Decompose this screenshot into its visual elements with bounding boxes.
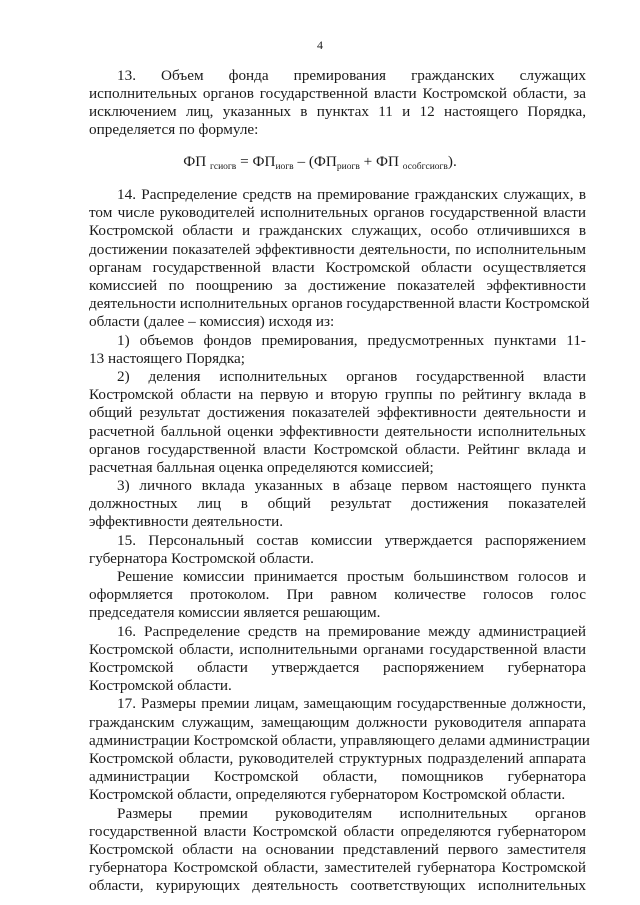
text-line: комиссией по поощрению за достижение показателей эффективности	[89, 277, 586, 294]
text-line: исполнительных органов государственной власти Костромской области, за	[89, 85, 586, 102]
text-line: расчетная балльная оценка определяются комиссией;	[89, 459, 434, 476]
text-line: Костромской области, руководителей структурных подразделений аппарата	[89, 750, 586, 767]
text-line: гражданским служащим, замещающим должности руководителя аппарата	[89, 714, 586, 731]
text-line: 14. Распределение средств на премирование гражданских служащих, в	[117, 186, 586, 203]
text-line: администрации Костромской области, помощников губернатора	[89, 768, 586, 785]
formula-subscript: иогв	[275, 162, 294, 172]
page-number: 4	[317, 38, 323, 52]
formula-subscript: риогв	[336, 162, 360, 172]
text-line: оформляется протоколом. При равном количестве голосов голос	[89, 586, 586, 603]
text-line: должностных лиц в общий результат достижения показателей	[89, 495, 586, 512]
text-line: Костромской области на первую и вторую группы по рейтингу вклада в	[89, 386, 586, 403]
text-line: Костромской области на основании представлений первого заместителя	[89, 841, 586, 858]
text-line: губернатора Костромской области, заместителей губернатора Костромской	[89, 859, 586, 876]
text-line: 15. Персональный состав комиссии утверждается распоряжением	[117, 532, 586, 549]
text-line: достижении показателей эффективности деятельности, по исполнительным	[89, 241, 586, 258]
text-line: органам государственной власти Костромской области осуществляется	[89, 259, 586, 276]
text-line: государственной власти Костромской области определяются губернатором	[89, 823, 586, 840]
text-line: Костромской области утверждается распоряжением губернатора	[89, 659, 586, 676]
text-line: области (далее – комиссия) исходя из:	[89, 313, 335, 330]
text-line: Костромской области.	[89, 677, 232, 694]
text-line: Костромской области, исполнительными органами государственной власти	[89, 641, 586, 658]
text-line: исключением лиц, указанных в пунктах 11 и 12 настоящего Порядка,	[89, 103, 586, 120]
text-line: председателя комиссии является решающим.	[89, 604, 381, 621]
text-line: эффективности деятельности.	[89, 513, 284, 530]
text-line: администрации Костромской области, управляющего делами администрации	[89, 732, 590, 749]
text-line: расчетной балльной оценки эффективности деятельности исполнительных	[89, 423, 586, 440]
formula-part: ФП	[183, 153, 207, 170]
text-line: Костромской области, определяются губернатором Костромской области.	[89, 786, 566, 803]
text-line: том числе руководителей исполнительных органов государственной власти	[89, 204, 586, 221]
text-line: определяется по формуле:	[89, 121, 259, 138]
text-line: губернатора Костромской области.	[89, 550, 314, 567]
text-line: органов государственной власти Костромской области. Рейтинг вклада и	[89, 441, 586, 458]
formula-subscript: особгсиогв	[402, 162, 448, 172]
text-line: Решение комиссии принимается простым большинством голосов и	[117, 568, 586, 585]
formula-part: – (ФП	[293, 153, 337, 170]
formula	[0, 153, 640, 172]
text-line: 13. Объем фонда премирования гражданских служащих	[117, 67, 586, 84]
text-line: 3) личного вклада указанных в абзаце первом настоящего пункта	[117, 477, 586, 494]
text-line: 13 настоящего Порядка;	[89, 350, 245, 367]
text-line: 1) объемов фондов премирования, предусмотренных пунктами 11-	[117, 332, 586, 349]
text-line: 2) деления исполнительных органов государственной власти	[117, 368, 586, 385]
formula-subscript: гсиогв	[209, 162, 237, 172]
text-line: Размеры премии руководителям исполнительных органов	[117, 805, 586, 822]
text-line: области, курирующих деятельность соответствующих исполнительных	[89, 877, 586, 894]
text-line: 17. Размеры премии лицам, замещающим государственные должности,	[117, 695, 586, 712]
text-line: Костромской области и гражданских служащих, особо отличившихся в	[89, 222, 586, 239]
formula-part: + ФП	[359, 153, 403, 170]
text-line: общий результат достижения показателей эффективности деятельности и	[89, 404, 586, 421]
text-line: 16. Распределение средств на премирование между администрацией	[117, 623, 586, 640]
formula-part: = ФП	[236, 153, 276, 170]
formula-part: ).	[447, 153, 457, 170]
text-line: деятельности исполнительных органов государственной власти Костромской	[89, 295, 590, 312]
